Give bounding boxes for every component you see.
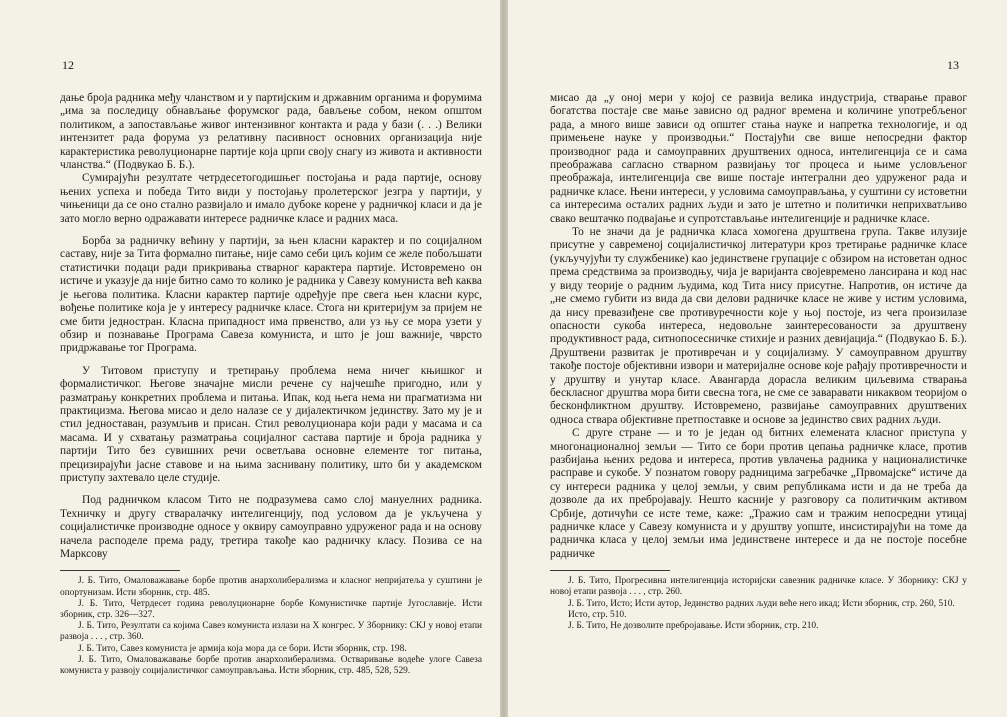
paragraph: У Титовом приступу и третирању проблема нема ничег књишког и формалистичког. Његове значајне мисли речене су најчешће пригодно, или у разматрању конкретних проблема и питања. Ипак, код њега нема ни прагматизма ни практицизма. Његова мисао и дело налазе се у дијалектичком јединству. Зато му је и стил једноставан, разумљив и присан. Стил револуционара који ради у масама и са масама. И у схватању разматрања социјалног састава партије и броја радника у партији Тито без сувишних речи осветљава основне елементе тог питања, прецизирајући јасне ставове и на њима заснивану политику, што би у академском приступу захтевало целе студије. [60, 364, 482, 484]
footnote: Ј. Б. Тито, Не дозволите пребројавање. Исти зборник, стр. 210. [568, 621, 819, 632]
paragraph: То не значи да је радничка класа хомогена друштвена група. Такве илузије присутне у савременој социјалистичкој литератури кроз третирање радничке класе (укључујући ту службенике) као јединствене групације с обзиром на истоветан однос према средствима за производњу, чија је варијанта својевремено лансирана и код нас у виду теорије о радним људима, код Тита нису присутне. Напротив, он истиче да „не смемо губити из вида да сви делови радничке класе не живе у истим условима, да нису превазиђене све противуречности које у њој постоје, из чега произилазе опасности сукоба интереса, недовољне заинтересованости за друштвену продуктивност рада, ситнопосесничке стихије и разних девијација.“ (Подвукао Б. Б.). Друштвени развитак је противречан и у социјализму. У самоуправном друштву такође постоје објективни извори и материјалне основе које рађају противречности и у друштву и унутар класе. Авангарда дорасла великим циљевима стварања бескласног друштва мора бити свесна тога, не сме се заваравати никаквом теоријом о бесконфликтном друштву. Истовремено, развијање самоуправних друштвених односа ствара објективне претпоставке и основе за јединство свих радних људи. [550, 226, 967, 426]
footnotes [60, 570, 482, 677]
footnote: Ј. Б. Тито, Прогресивна интелигенција историјски савезник радничке класе. У Зборнику: СКЈ у новој етапи развоја . . . , стр. 260. [550, 576, 967, 598]
body-text [550, 92, 967, 561]
footnotes [550, 570, 967, 632]
page-number: 13 [947, 58, 959, 72]
book-gutter [500, 0, 508, 717]
footnote: Ј. Б. Тито, Савез комуниста је армија која мора да се бори. Исти зборник, стр. 198. [78, 643, 407, 654]
paragraph: Борба за радничку већину у партији, за њен класни карактер и по социјалном саставу, није за Тита формално питање, није само себи циљ којим се желе побољшати статистички подаци ради прикривања стварног карактера партије. Истовремено он истиче и указује да није битно само то колико је радника у Савезу комуниста већ каква је његова политика. Класни карактер партије одређује пре свега њен класни курс, вођење политике која је у интересу радничке класе. Стога ни критеријум за пријем не сме бити једностран. Класна припадност има првенство, али уз њу се мора узети у обзир и познавање Програма Савеза комуниста, и што је још важније, чврсто придржавање тог Програма. [60, 235, 482, 355]
footnote: Исто, стр. 510. [568, 609, 627, 620]
left-page [0, 0, 500, 717]
footnote: Ј. Б. Тито, Омаловажавање борбе против анархолиберализма. Остваривање водеће улоге Савеза комуниста у развоју социјалистичког самоуправљања. Исти зборник, стр. 485, 528, 529. [60, 654, 482, 677]
page-number: 12 [62, 58, 74, 72]
paragraph: Под радничком класом Тито не подразумева само слој мануелних радника. Техничку и другу стваралачку интелигенцију, под условом да је укључена у социјалистичке производне односе у оквиру самоуправно удруженог рада и на основу начела расподеле према раду, третира такође као радничку класу. Позива се на Марксову [60, 494, 482, 560]
paragraph: Сумирајући резултате четрдесетогодишњег постојања и рада партије, основу њених успеха и победа Тито види у постојању пролетерског језгра у партији, у чињеници да се оно стално развијало и имало дубоке корене у радничкој класи и да је зато могло верно одражавати интересе радничке класе и радних маса. [60, 172, 482, 225]
body-text [60, 92, 482, 561]
footnote: Ј. Б. Тито, Омаловажавање борбе против анархолиберализма и класног непријатеља у суштини је опортунизам. Исти зборник, стр. 485. [60, 576, 482, 598]
paragraph: дање броја радника међу чланством и у партијским и државним органима и форумима „има за последицу обнављање форумског рада, бављење собом, неком општом политиком, а запостављање живог интензивног контакта и рада у бази (. . .) Велики интензитет рада форума уз релативну пасивност основних организација није карактеристика револуционарне партије која црпи своју снагу из живота и активности чланства.“ (Подвукао Б. Б.). [60, 92, 482, 172]
paragraph: мисао да „у оној мери у којој се развија велика индустрија, стварање правог богатства постаје све мање зависно од радног времена и количине употребљеног рада, а много више зависи од општег стања науке и напретка технологије, и од примењене науке у производњи.“ Постајући све више непосредни фактор производног рада и самоуправних друштвених односа, интелигенција се и сама преображава сагласно стварном развијању тог процеса и њиме условљеног преображаја, интелигенција све више постаје интегрални део удруженог рада и радничке класе. Њени интереси, у условима самоуправљања, у суштини су истоветни са интересима осталих радних људи и зато је штетно и политички неприхватљиво свако вештачко подвајање и супротстављање интелигенције и радничке класе. [550, 92, 967, 225]
footnote: Ј. Б. Тито, Резултати са којима Савез комуниста излази на Х конгрес. У Зборнику: СКЈ у новој етапи развоја . . . , стр. 360. [60, 621, 482, 643]
footnote: Ј. Б. Тито, Исто; Исти аутор, Јединство радних људи веће него икад; Исти зборник, стр. 260, 510. [568, 598, 955, 609]
paragraph: С друге стране — и то је један од битних елемената класног приступа у многонационалној земљи — Тито се бори против цепања радничке класе, против разбијања њених редова и интереса, против увлачења радника у националистичке расправе и сукобе. У познатом говору радницима загребачке „Првомајске“ истиче да су интереси радника у целој земљи, у свим републикама исти и да не треба да дозволе да их пребројавају. Нешто касније у разговору са политичким активом Србије, дотичући се исте теме, каже: „Тражио сам и тражим непосредни утицај радничке класе у Савезу комуниста и у друштву уопште, инсистирајући на томе да радничка класа у целој земљи има јединствене интересе и да не постоје посебне радничке [550, 427, 967, 560]
footnote: Ј. Б. Тито, Четрдесет година револуционарне борбе Комунистичке партије Југославије. Исти зборник, стр. 326—327. [60, 598, 482, 621]
right-page [508, 0, 1007, 717]
